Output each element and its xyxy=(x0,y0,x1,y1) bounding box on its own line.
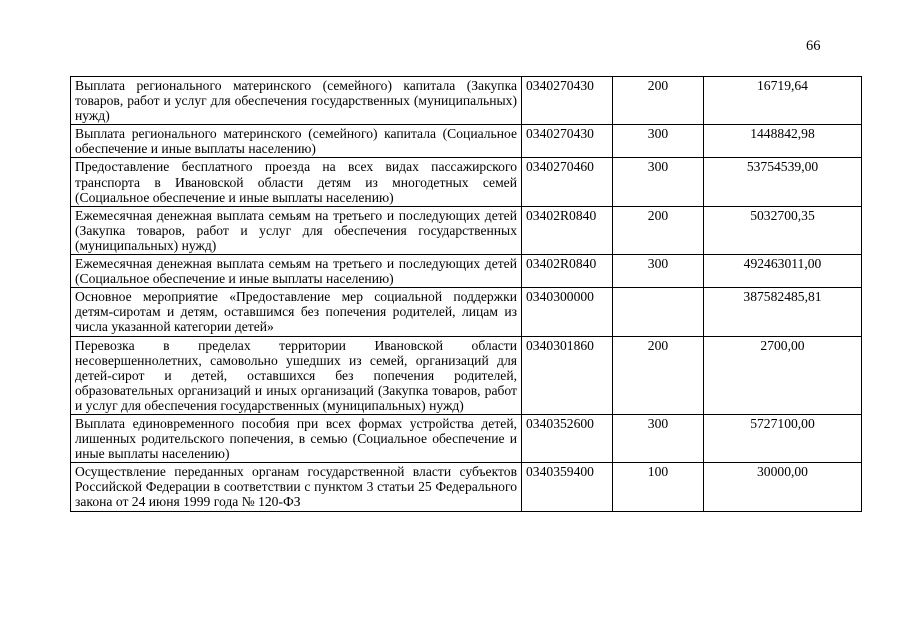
row-expense-type: 200 xyxy=(613,77,704,125)
row-expense-type: 300 xyxy=(613,125,704,158)
row-target-code: 0340300000 xyxy=(522,288,613,336)
row-target-code: 0340359400 xyxy=(522,463,613,511)
row-expense-type: 300 xyxy=(613,158,704,206)
row-description: Выплата регионального материнского (семейного) капитала (Социальное обеспечение и иные выплаты населению) xyxy=(71,125,522,158)
row-amount: 5727100,00 xyxy=(704,414,862,462)
row-target-code: 0340270430 xyxy=(522,77,613,125)
table-row xyxy=(71,414,862,462)
row-description: Перевозка в пределах территории Ивановской области несовершеннолетних, самовольно ушедших из семей, организаций для детей-сирот и детей, оставшихся без попечения родителей, образовательных организаций и иных организаций (Закупка товаров, работ и услуг для обеспечения государственных (муниципальных) нужд) xyxy=(71,336,522,414)
row-target-code: 0340270430 xyxy=(522,125,613,158)
table-row xyxy=(71,288,862,336)
row-expense-type: 200 xyxy=(613,336,704,414)
table-row xyxy=(71,463,862,511)
row-target-code: 0340352600 xyxy=(522,414,613,462)
row-amount: 492463011,00 xyxy=(704,255,862,288)
row-amount: 1448842,98 xyxy=(704,125,862,158)
page-number: 66 xyxy=(806,38,821,54)
row-expense-type xyxy=(613,288,704,336)
row-target-code: 03402R0840 xyxy=(522,255,613,288)
row-target-code: 0340270460 xyxy=(522,158,613,206)
row-target-code: 0340301860 xyxy=(522,336,613,414)
row-description: Выплата единовременного пособия при всех формах устройства детей, лишенных родительского попечения, в семью (Социальное обеспечение и иные выплаты населению) xyxy=(71,414,522,462)
table-row xyxy=(71,125,862,158)
row-description: Предоставление бесплатного проезда на всех видах пассажирского транспорта в Ивановской области детям из многодетных семей (Социальное обеспечение и иные выплаты населению) xyxy=(71,158,522,206)
table-row xyxy=(71,77,862,125)
row-amount: 5032700,35 xyxy=(704,206,862,254)
row-expense-type: 300 xyxy=(613,414,704,462)
row-amount: 387582485,81 xyxy=(704,288,862,336)
row-expense-type: 100 xyxy=(613,463,704,511)
row-description: Основное мероприятие «Предоставление мер социальной поддержки детям-сиротам и детям, оставшимся без попечения родителей, лицам из числа указанной категории детей» xyxy=(71,288,522,336)
table-row xyxy=(71,336,862,414)
table-row xyxy=(71,206,862,254)
table-row xyxy=(71,158,862,206)
row-expense-type: 200 xyxy=(613,206,704,254)
row-description: Осуществление переданных органам государственной власти субъектов Российской Федерации в соответствии с пунктом 3 статьи 25 Федерального закона от 24 июня 1999 года № 120-ФЗ xyxy=(71,463,522,511)
row-amount: 30000,00 xyxy=(704,463,862,511)
budget-table xyxy=(70,76,862,512)
row-description: Ежемесячная денежная выплата семьям на третьего и последующих детей (Закупка товаров, работ и услуг для обеспечения государственных (муниципальных) нужд) xyxy=(71,206,522,254)
table-row xyxy=(71,255,862,288)
row-expense-type: 300 xyxy=(613,255,704,288)
row-target-code: 03402R0840 xyxy=(522,206,613,254)
row-amount: 2700,00 xyxy=(704,336,862,414)
row-description: Ежемесячная денежная выплата семьям на третьего и последующих детей (Социальное обеспечение и иные выплаты населению) xyxy=(71,255,522,288)
row-description: Выплата регионального материнского (семейного) капитала (Закупка товаров, работ и услуг для обеспечения государственных (муниципальных) нужд) xyxy=(71,77,522,125)
row-amount: 53754539,00 xyxy=(704,158,862,206)
row-amount: 16719,64 xyxy=(704,77,862,125)
